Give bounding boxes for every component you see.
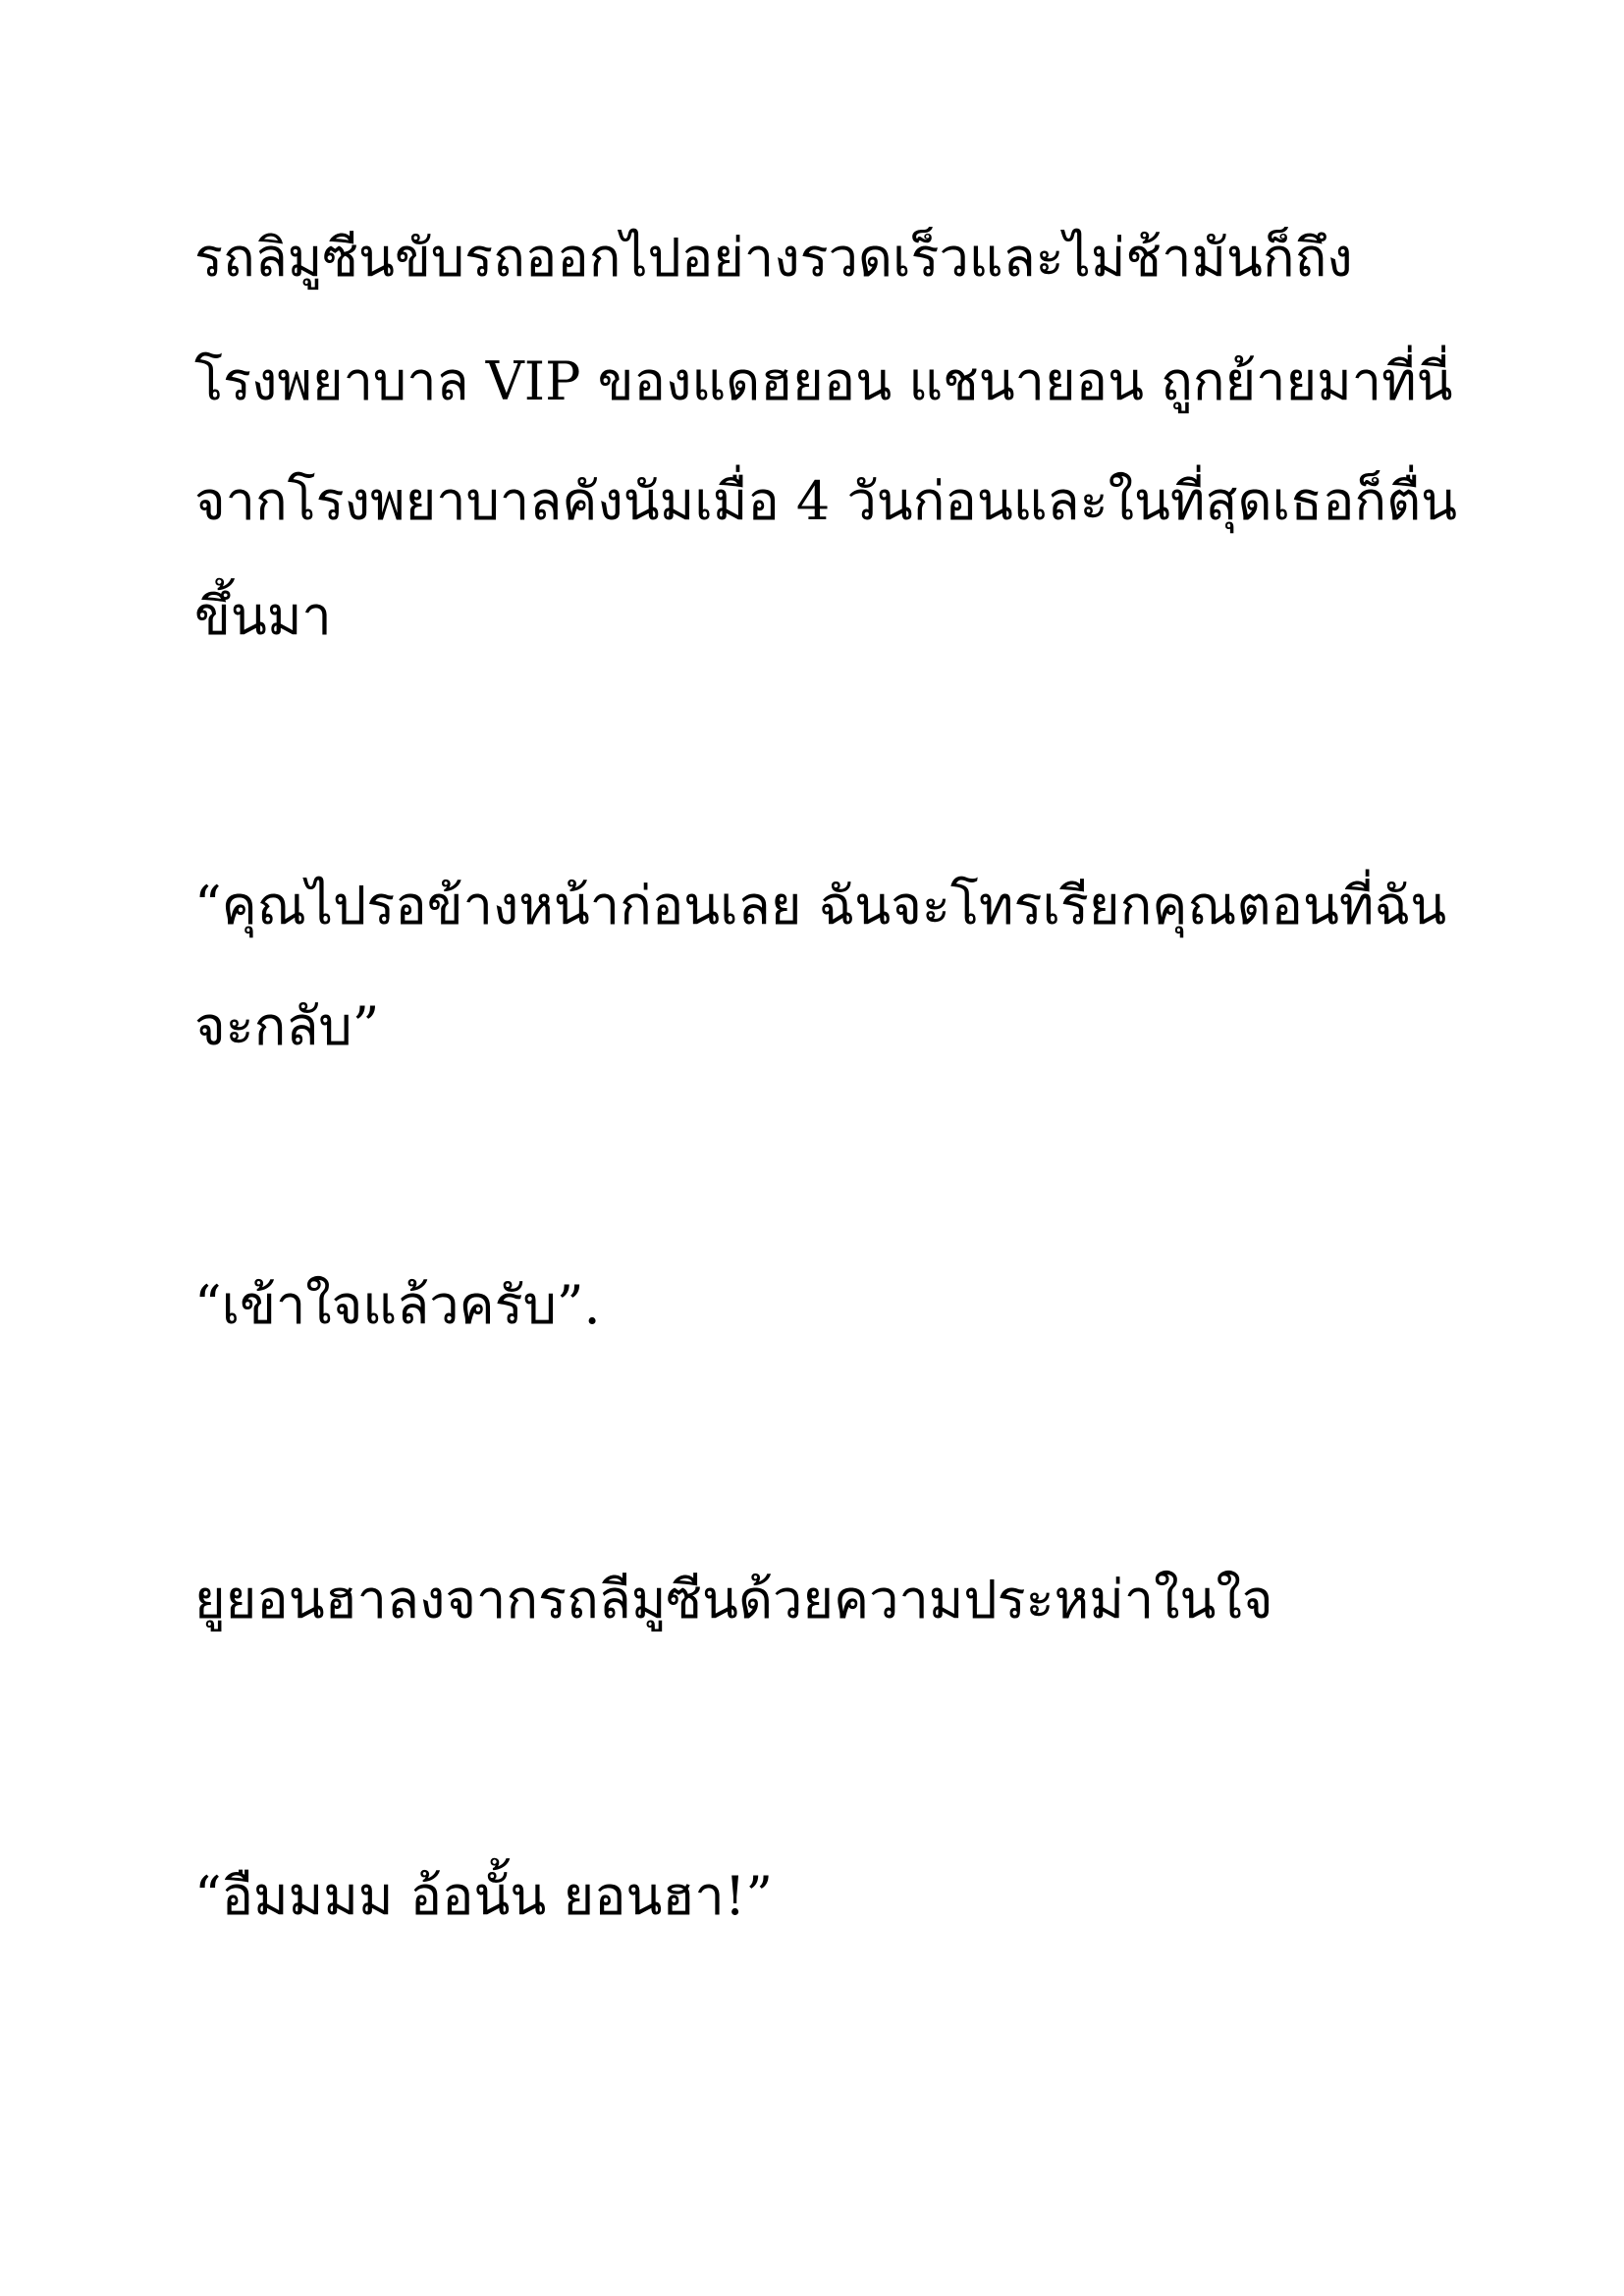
paragraph-5-line-1: “อืมมมม อ้อนั้น ยอนฮา!” xyxy=(194,1865,774,1927)
paragraph-2-line-2: จะกลับ” xyxy=(194,995,380,1057)
paragraph-1-line-2: โรงพยาบาล VIP ของแดฮยอน แชนายอน ถูกย้ายมาที่นี่ xyxy=(194,350,1453,412)
paragraph-1-line-3: จากโรงพยาบาลคังนัมเมื่อ 4 วันก่อนและในที่สุดเธอก็ตื่น xyxy=(194,470,1458,532)
paragraph-4-line-1: ยูยอนฮาลงจากรถลีมูซีนด้วยความประหม่าในใจ xyxy=(194,1569,1273,1630)
paragraph-1-line-1: รถลิมูซีนขับรถออกไปอย่างรวดเร็วและไม่ช้ามันก็ถึง xyxy=(194,227,1353,289)
paragraph-3-line-1: “เข้าใจแล้วครับ”. xyxy=(194,1274,601,1336)
paragraph-1-line-4: ขึ้นมา xyxy=(194,585,332,647)
paragraph-2-line-1: “คุณไปรอข้างหน้าก่อนเลย ฉันจะโทรเรียกคุณตอนที่ฉัน xyxy=(194,875,1447,936)
